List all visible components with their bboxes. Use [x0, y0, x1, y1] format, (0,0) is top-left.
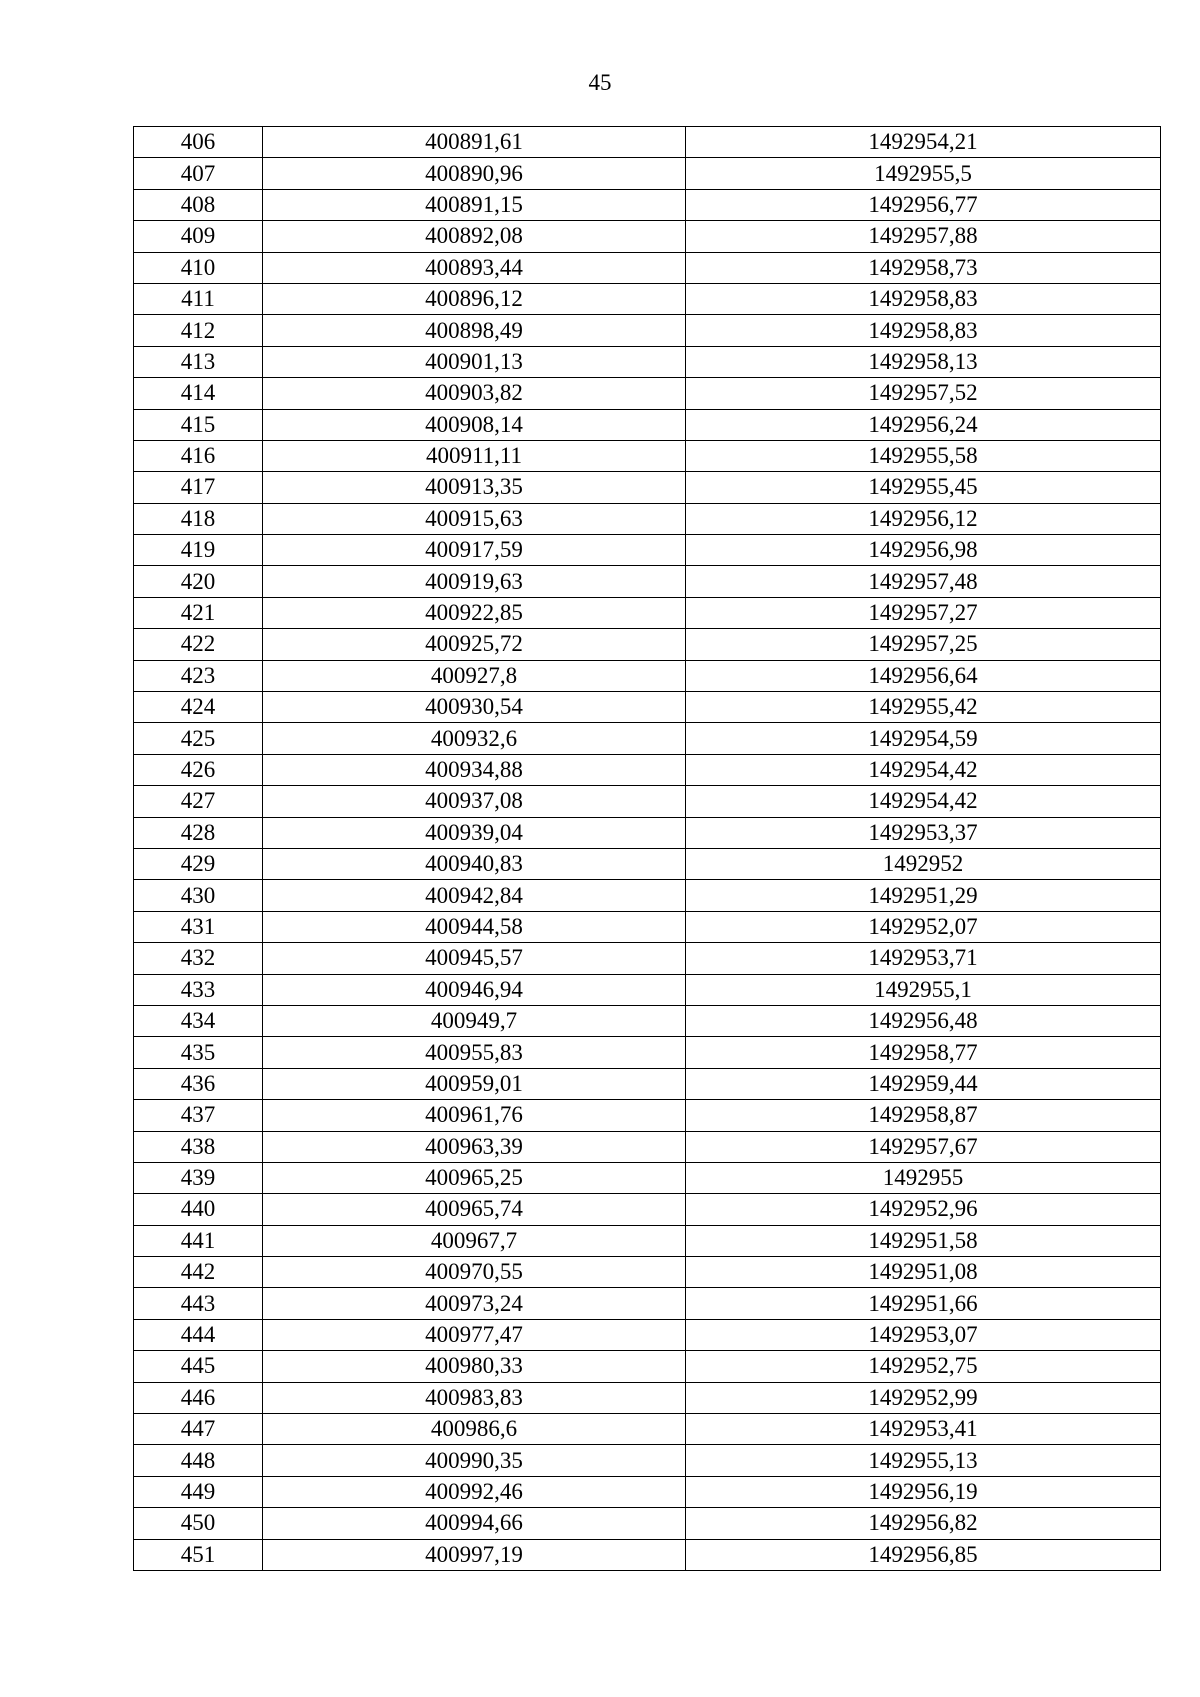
y-coordinate-cell: 1492958,73 [686, 252, 1161, 283]
y-coordinate-cell: 1492956,82 [686, 1508, 1161, 1539]
point-number-cell: 418 [134, 503, 263, 534]
y-coordinate-cell: 1492952,75 [686, 1351, 1161, 1382]
point-number-cell: 433 [134, 974, 263, 1005]
y-coordinate-cell: 1492958,83 [686, 315, 1161, 346]
x-coordinate-cell: 400892,08 [263, 221, 686, 252]
x-coordinate-cell: 400917,59 [263, 535, 686, 566]
table-row [134, 472, 1161, 503]
x-coordinate-cell: 400927,8 [263, 660, 686, 691]
table-row [134, 409, 1161, 440]
y-coordinate-cell: 1492953,37 [686, 817, 1161, 848]
point-number-cell: 427 [134, 786, 263, 817]
point-number-cell: 412 [134, 315, 263, 346]
x-coordinate-cell: 400915,63 [263, 503, 686, 534]
x-coordinate-cell: 400913,35 [263, 472, 686, 503]
x-coordinate-cell: 400946,94 [263, 974, 686, 1005]
x-coordinate-cell: 400934,88 [263, 754, 686, 785]
y-coordinate-cell: 1492957,27 [686, 597, 1161, 628]
table-row [134, 660, 1161, 691]
y-coordinate-cell: 1492956,77 [686, 189, 1161, 220]
y-coordinate-cell: 1492956,48 [686, 1005, 1161, 1036]
x-coordinate-cell: 400983,83 [263, 1382, 686, 1413]
x-coordinate-cell: 400944,58 [263, 911, 686, 942]
table-row [134, 1508, 1161, 1539]
table-row [134, 786, 1161, 817]
y-coordinate-cell: 1492957,48 [686, 566, 1161, 597]
point-number-cell: 417 [134, 472, 263, 503]
table-row [134, 535, 1161, 566]
y-coordinate-cell: 1492951,29 [686, 880, 1161, 911]
point-number-cell: 414 [134, 378, 263, 409]
table-row [134, 974, 1161, 1005]
table-row [134, 158, 1161, 189]
table-row [134, 315, 1161, 346]
y-coordinate-cell: 1492951,66 [686, 1288, 1161, 1319]
x-coordinate-cell: 400942,84 [263, 880, 686, 911]
y-coordinate-cell: 1492958,77 [686, 1037, 1161, 1068]
point-number-cell: 435 [134, 1037, 263, 1068]
y-coordinate-cell: 1492956,24 [686, 409, 1161, 440]
table-row [134, 283, 1161, 314]
y-coordinate-cell: 1492958,87 [686, 1100, 1161, 1131]
x-coordinate-cell: 400967,7 [263, 1225, 686, 1256]
point-number-cell: 434 [134, 1005, 263, 1036]
y-coordinate-cell: 1492958,83 [686, 283, 1161, 314]
point-number-cell: 406 [134, 127, 263, 158]
point-number-cell: 432 [134, 943, 263, 974]
x-coordinate-cell: 400965,74 [263, 1194, 686, 1225]
point-number-cell: 422 [134, 629, 263, 660]
y-coordinate-cell: 1492952,96 [686, 1194, 1161, 1225]
table-row [134, 692, 1161, 723]
table-row [134, 189, 1161, 220]
table-row [134, 1319, 1161, 1350]
point-number-cell: 419 [134, 535, 263, 566]
x-coordinate-cell: 400986,6 [263, 1414, 686, 1445]
x-coordinate-cell: 400939,04 [263, 817, 686, 848]
x-coordinate-cell: 400893,44 [263, 252, 686, 283]
x-coordinate-cell: 400945,57 [263, 943, 686, 974]
point-number-cell: 426 [134, 754, 263, 785]
y-coordinate-cell: 1492952 [686, 848, 1161, 879]
point-number-cell: 451 [134, 1539, 263, 1570]
point-number-cell: 413 [134, 346, 263, 377]
point-number-cell: 436 [134, 1068, 263, 1099]
y-coordinate-cell: 1492955,42 [686, 692, 1161, 723]
table-row [134, 1225, 1161, 1256]
y-coordinate-cell: 1492956,98 [686, 535, 1161, 566]
y-coordinate-cell: 1492956,12 [686, 503, 1161, 534]
x-coordinate-cell: 400970,55 [263, 1257, 686, 1288]
x-coordinate-cell: 400940,83 [263, 848, 686, 879]
point-number-cell: 445 [134, 1351, 263, 1382]
table-row [134, 1445, 1161, 1476]
table-row [134, 1131, 1161, 1162]
table-row [134, 127, 1161, 158]
table-row [134, 503, 1161, 534]
y-coordinate-cell: 1492955 [686, 1162, 1161, 1193]
table-row [134, 1037, 1161, 1068]
x-coordinate-cell: 400901,13 [263, 346, 686, 377]
y-coordinate-cell: 1492956,85 [686, 1539, 1161, 1570]
x-coordinate-cell: 400922,85 [263, 597, 686, 628]
x-coordinate-cell: 400919,63 [263, 566, 686, 597]
x-coordinate-cell: 400997,19 [263, 1539, 686, 1570]
table-row [134, 378, 1161, 409]
point-number-cell: 415 [134, 409, 263, 440]
x-coordinate-cell: 400955,83 [263, 1037, 686, 1068]
x-coordinate-cell: 400977,47 [263, 1319, 686, 1350]
x-coordinate-cell: 400963,39 [263, 1131, 686, 1162]
point-number-cell: 448 [134, 1445, 263, 1476]
table-row [134, 943, 1161, 974]
y-coordinate-cell: 1492952,07 [686, 911, 1161, 942]
point-number-cell: 411 [134, 283, 263, 314]
y-coordinate-cell: 1492951,08 [686, 1257, 1161, 1288]
point-number-cell: 407 [134, 158, 263, 189]
point-number-cell: 446 [134, 1382, 263, 1413]
x-coordinate-cell: 400891,15 [263, 189, 686, 220]
y-coordinate-cell: 1492959,44 [686, 1068, 1161, 1099]
y-coordinate-cell: 1492953,41 [686, 1414, 1161, 1445]
y-coordinate-cell: 1492954,42 [686, 754, 1161, 785]
x-coordinate-cell: 400898,49 [263, 315, 686, 346]
point-number-cell: 409 [134, 221, 263, 252]
x-coordinate-cell: 400903,82 [263, 378, 686, 409]
y-coordinate-cell: 1492954,42 [686, 786, 1161, 817]
x-coordinate-cell: 400930,54 [263, 692, 686, 723]
point-number-cell: 447 [134, 1414, 263, 1445]
y-coordinate-cell: 1492958,13 [686, 346, 1161, 377]
y-coordinate-cell: 1492954,21 [686, 127, 1161, 158]
point-number-cell: 440 [134, 1194, 263, 1225]
table-row [134, 754, 1161, 785]
table-row [134, 1539, 1161, 1570]
point-number-cell: 410 [134, 252, 263, 283]
point-number-cell: 408 [134, 189, 263, 220]
point-number-cell: 450 [134, 1508, 263, 1539]
point-number-cell: 430 [134, 880, 263, 911]
point-number-cell: 420 [134, 566, 263, 597]
table-row [134, 252, 1161, 283]
table-row [134, 817, 1161, 848]
point-number-cell: 421 [134, 597, 263, 628]
table-row [134, 566, 1161, 597]
table-row [134, 1005, 1161, 1036]
coordinates-table-body [134, 127, 1161, 1571]
x-coordinate-cell: 400949,7 [263, 1005, 686, 1036]
y-coordinate-cell: 1492955,45 [686, 472, 1161, 503]
y-coordinate-cell: 1492957,25 [686, 629, 1161, 660]
point-number-cell: 439 [134, 1162, 263, 1193]
point-number-cell: 428 [134, 817, 263, 848]
x-coordinate-cell: 400992,46 [263, 1476, 686, 1507]
point-number-cell: 425 [134, 723, 263, 754]
table-row [134, 1351, 1161, 1382]
table-row [134, 346, 1161, 377]
y-coordinate-cell: 1492953,07 [686, 1319, 1161, 1350]
table-row [134, 1288, 1161, 1319]
x-coordinate-cell: 400891,61 [263, 127, 686, 158]
table-row [134, 1162, 1161, 1193]
y-coordinate-cell: 1492954,59 [686, 723, 1161, 754]
page-number: 45 [588, 70, 612, 95]
x-coordinate-cell: 400973,24 [263, 1288, 686, 1319]
table-row [134, 1382, 1161, 1413]
table-row [134, 1194, 1161, 1225]
x-coordinate-cell: 400932,6 [263, 723, 686, 754]
x-coordinate-cell: 400908,14 [263, 409, 686, 440]
x-coordinate-cell: 400890,96 [263, 158, 686, 189]
point-number-cell: 438 [134, 1131, 263, 1162]
y-coordinate-cell: 1492957,88 [686, 221, 1161, 252]
point-number-cell: 429 [134, 848, 263, 879]
y-coordinate-cell: 1492953,71 [686, 943, 1161, 974]
table-row [134, 848, 1161, 879]
x-coordinate-cell: 400925,72 [263, 629, 686, 660]
x-coordinate-cell: 400990,35 [263, 1445, 686, 1476]
x-coordinate-cell: 400937,08 [263, 786, 686, 817]
point-number-cell: 423 [134, 660, 263, 691]
table-row [134, 629, 1161, 660]
table-row [134, 1068, 1161, 1099]
point-number-cell: 442 [134, 1257, 263, 1288]
table-row [134, 221, 1161, 252]
y-coordinate-cell: 1492955,5 [686, 158, 1161, 189]
y-coordinate-cell: 1492955,1 [686, 974, 1161, 1005]
point-number-cell: 424 [134, 692, 263, 723]
point-number-cell: 437 [134, 1100, 263, 1131]
y-coordinate-cell: 1492952,99 [686, 1382, 1161, 1413]
y-coordinate-cell: 1492956,19 [686, 1476, 1161, 1507]
point-number-cell: 441 [134, 1225, 263, 1256]
y-coordinate-cell: 1492957,52 [686, 378, 1161, 409]
coordinates-table [133, 126, 1161, 1571]
y-coordinate-cell: 1492956,64 [686, 660, 1161, 691]
table-row [134, 1476, 1161, 1507]
point-number-cell: 431 [134, 911, 263, 942]
table-row [134, 723, 1161, 754]
y-coordinate-cell: 1492955,13 [686, 1445, 1161, 1476]
table-row [134, 1257, 1161, 1288]
y-coordinate-cell: 1492951,58 [686, 1225, 1161, 1256]
y-coordinate-cell: 1492955,58 [686, 440, 1161, 471]
x-coordinate-cell: 400980,33 [263, 1351, 686, 1382]
point-number-cell: 449 [134, 1476, 263, 1507]
x-coordinate-cell: 400896,12 [263, 283, 686, 314]
x-coordinate-cell: 400961,76 [263, 1100, 686, 1131]
table-row [134, 1100, 1161, 1131]
point-number-cell: 444 [134, 1319, 263, 1350]
table-row [134, 597, 1161, 628]
point-number-cell: 416 [134, 440, 263, 471]
x-coordinate-cell: 400965,25 [263, 1162, 686, 1193]
table-row [134, 880, 1161, 911]
point-number-cell: 443 [134, 1288, 263, 1319]
x-coordinate-cell: 400994,66 [263, 1508, 686, 1539]
table-row [134, 1414, 1161, 1445]
y-coordinate-cell: 1492957,67 [686, 1131, 1161, 1162]
table-row [134, 440, 1161, 471]
x-coordinate-cell: 400911,11 [263, 440, 686, 471]
x-coordinate-cell: 400959,01 [263, 1068, 686, 1099]
table-row [134, 911, 1161, 942]
